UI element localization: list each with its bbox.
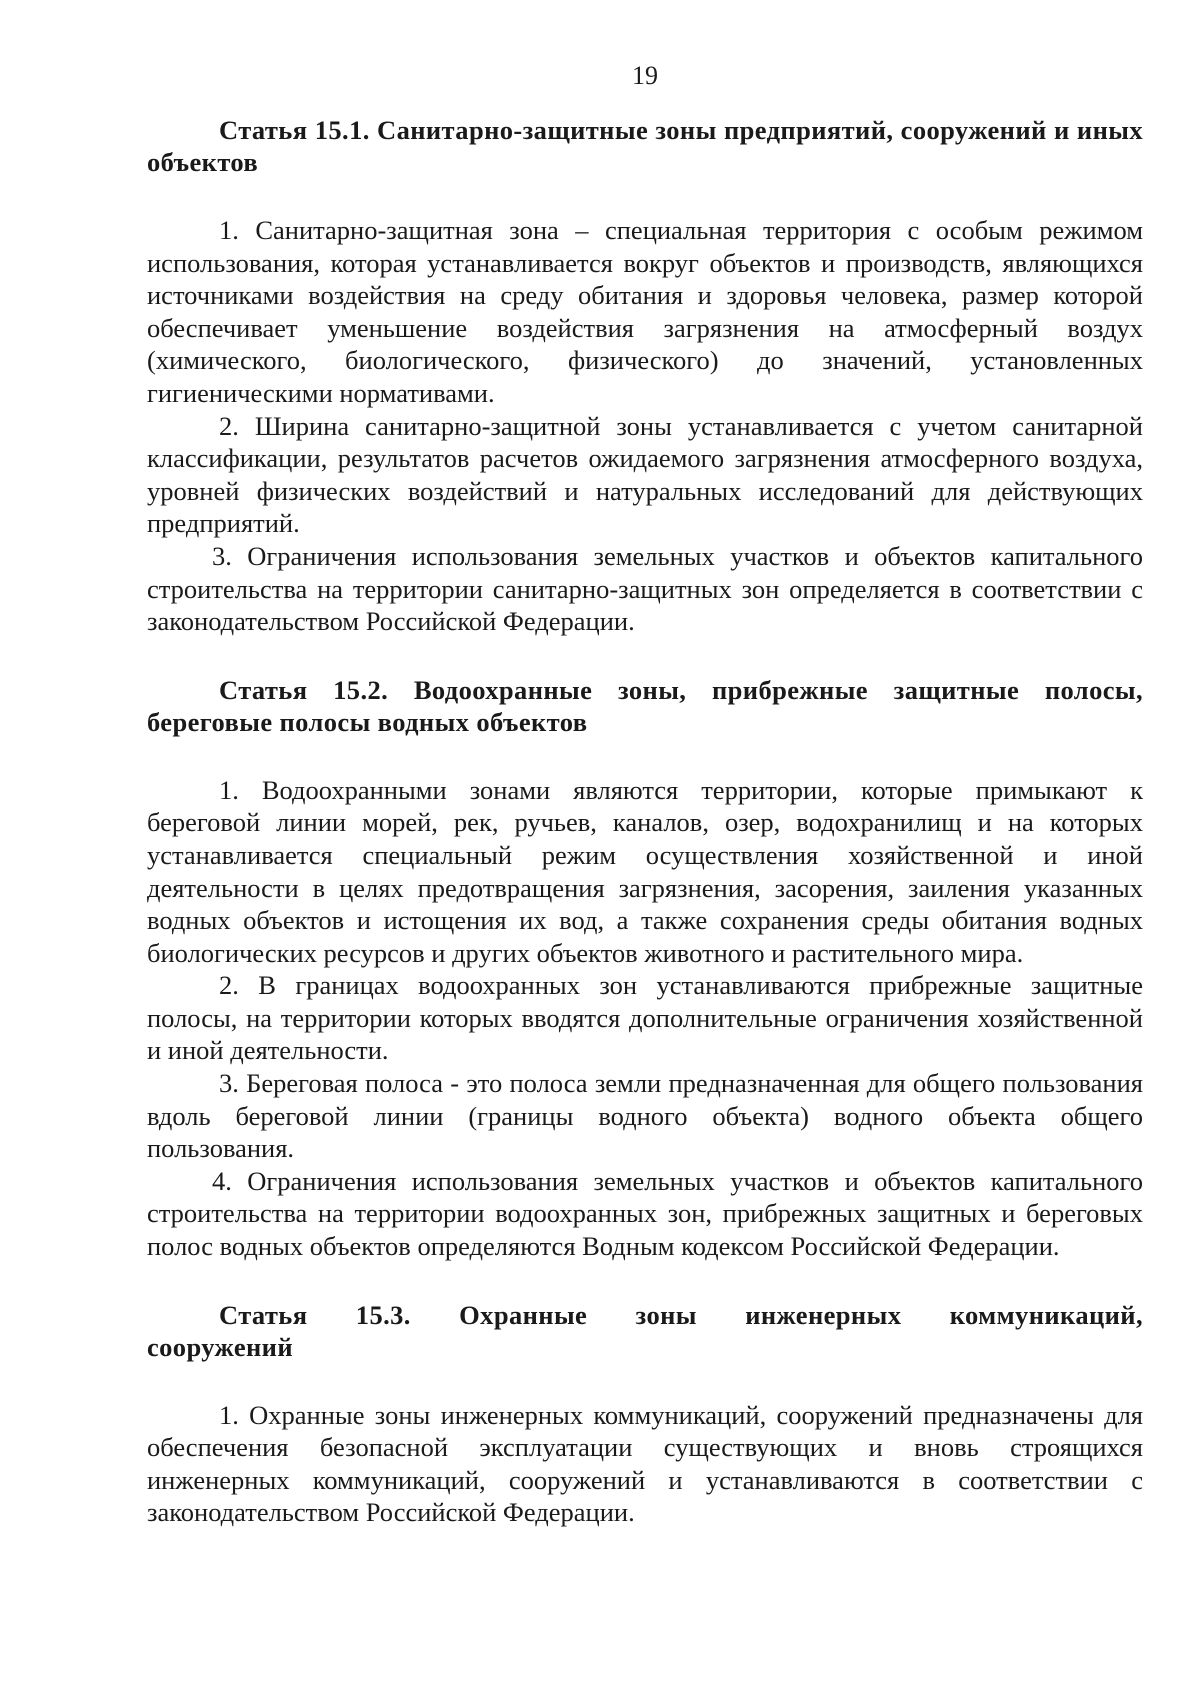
document-page: [147, 60, 1143, 1529]
article-paragraph: 2. Ширина санитарно-защитной зоны устанавливается с учетом санитарной классификации, результатов расчетов ожидаемого загрязнения атмосферного воздуха, уровней физических воздействий и натуральных исследований для действующих предприятий.: [147, 410, 1143, 539]
article-15-2: [147, 674, 1143, 1263]
article-15-3: [147, 1299, 1143, 1529]
article-paragraph: 3. Ограничения использования земельных участков и объектов капитального строительства на территории санитарно-защитных зон определяется в соответствии с законодательством Российской Федерации.: [147, 540, 1143, 637]
article-title: Статья 15.3. Охранные зоны инженерных коммуникаций, сооружений: [147, 1299, 1143, 1362]
article-paragraph: 4. Ограничения использования земельных участков и объектов капитального строительства на территории водоохранных зон, прибрежных защитных и береговых полос водных объектов определяются Водным кодексом Российской Федерации.: [147, 1165, 1143, 1262]
article-paragraph: 1. Санитарно-защитная зона – специальная территория с особым режимом использования, которая устанавливается вокруг объектов и производств, являющихся источниками воздействия на среду обитания и здоровья человека, размер которой обеспечивает уменьшение воздействия загрязнения на атмосферный воздух (химического, биологического, физического) до значений, установленных гигиеническими нормативами.: [147, 215, 1143, 408]
page-number: 19: [632, 61, 658, 90]
article-title: Статья 15.2. Водоохранные зоны, прибрежные защитные полосы, береговые полосы водных объектов: [147, 674, 1143, 737]
article-paragraph: 2. В границах водоохранных зон устанавливаются прибрежные защитные полосы, на территории которых вводятся дополнительные ограничения хозяйственной и иной деятельности.: [147, 970, 1143, 1066]
article-15-1: [147, 114, 1143, 638]
article-paragraph: 1. Водоохранными зонами являются территории, которые примыкают к береговой линии морей, рек, ручьев, каналов, озер, водохранилищ и на которых устанавливается специальный режим осуществления хозяйственной и иной деятельности в целях предотвращения загрязнения, засорения, заиления указанных водных объектов и истощения их вод, а также сохранения среды обитания водных биологических ресурсов и других объектов животного и растительного мира.: [147, 774, 1143, 968]
article-paragraph: 3. Береговая полоса - это полоса земли предназначенная для общего пользования вдоль береговой линии (границы водного объекта) водного объекта общего пользования.: [147, 1068, 1143, 1164]
article-paragraph: 1. Охранные зоны инженерных коммуникаций, сооружений предназначены для обеспечения безопасной эксплуатации существующих и вновь строящихся инженерных коммуникаций, сооружений и устанавливаются в соответствии с законодательством Российской Федерации.: [147, 1399, 1143, 1528]
article-title: Статья 15.1. Санитарно-защитные зоны предприятий, сооружений и иных объектов: [147, 115, 1143, 177]
